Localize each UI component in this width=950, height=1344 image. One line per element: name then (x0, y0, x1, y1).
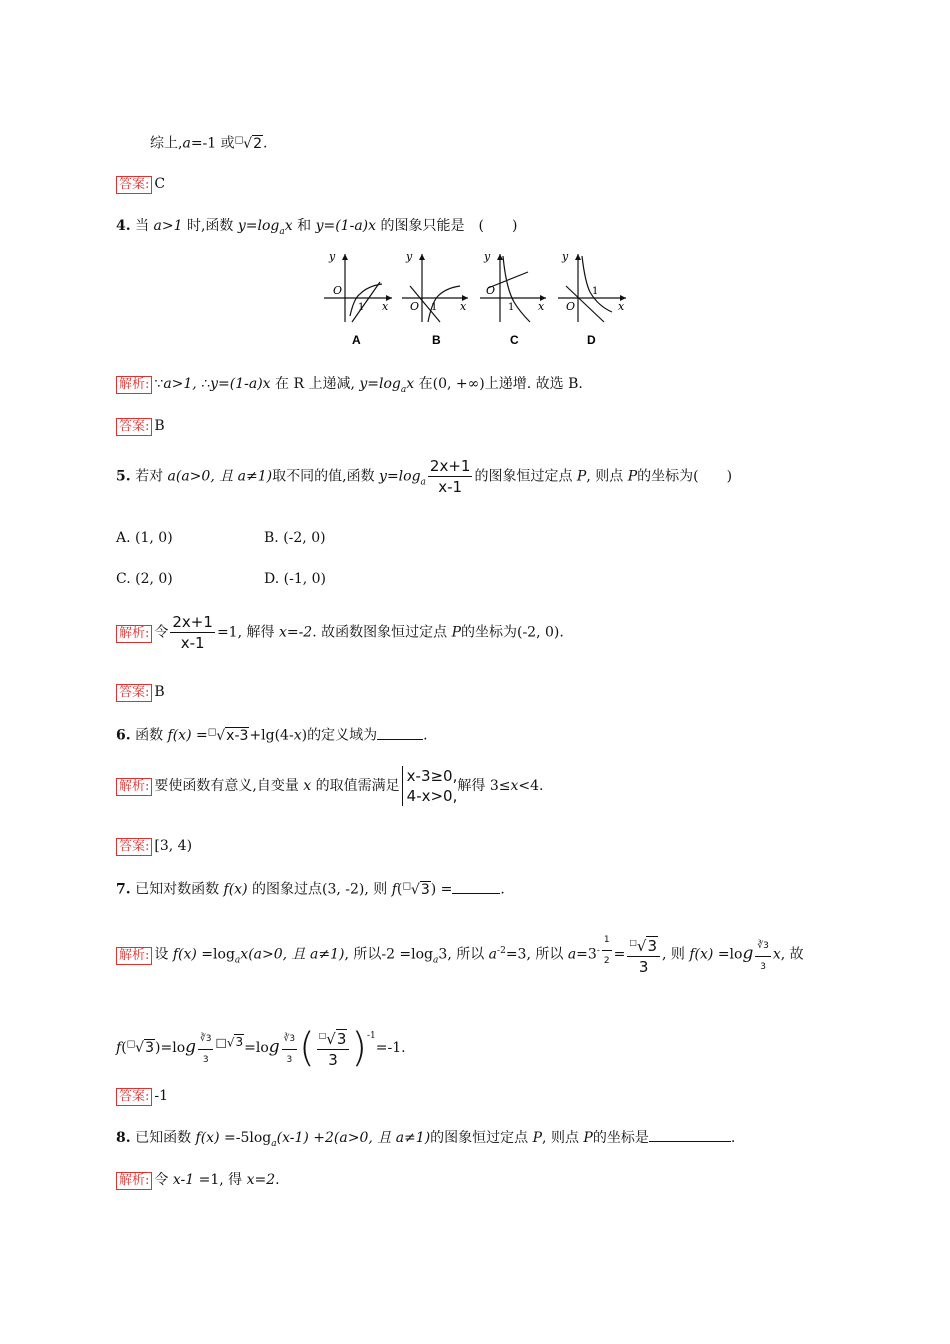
q8-text-f: , 则点 (542, 1130, 584, 1146)
q6-func: f(x) (167, 727, 192, 744)
q4-analysis-e: 在 R 上递减, (270, 376, 360, 392)
q5-frac-num: 2x+1 (429, 457, 471, 475)
graph-b-ylabel: y (406, 250, 413, 263)
q7-analysis-o: f(x) (689, 946, 714, 963)
q8-p2: P (583, 1130, 593, 1146)
q7-l2-base2-num: ∛3 (282, 1029, 297, 1050)
q7-analysis-c: =log (196, 946, 235, 963)
graph-a-one: 1 (358, 302, 365, 313)
q8-blank[interactable] (649, 1141, 731, 1142)
graph-d-label: D (587, 333, 596, 347)
q6-root: □√x-3 (207, 727, 249, 744)
q6-x: x (293, 727, 302, 744)
graph-c-one: 1 (508, 302, 515, 313)
q5-number: 5. (116, 468, 131, 485)
q3-root-rad: 2 (253, 135, 262, 152)
q5-option-d (264, 569, 326, 589)
q6-sys1: x-3≥0, (406, 767, 458, 785)
q7-frac-num: □√3 (627, 933, 660, 957)
q5-option-a (116, 528, 173, 548)
q7-analysis-a: 设 (154, 946, 173, 963)
q8-text-h: . (730, 1130, 736, 1146)
q4-analysis-d: y=(1-a)x (210, 376, 271, 392)
answer-tag: 答案: (116, 176, 152, 194)
q7-analysis-d: a (234, 955, 241, 966)
q7-analysis-r: , 故 (780, 946, 804, 963)
q7-text-b: 的图象过点(3, -2), 则 (247, 881, 392, 898)
q8-text-d: +2(a>0, 且 a≠1) (308, 1130, 431, 1146)
q6-analysis-b: 的取值需满足 (311, 778, 400, 794)
q5-func: y=log (379, 468, 421, 485)
q5-option-a-text: A. (1, 0) (116, 530, 173, 546)
q6-analysis-d: x (510, 778, 519, 794)
q8-analysis-b: x-1 (172, 1172, 195, 1188)
q6-analysis-a: 要使函数有意义,自变量 (154, 778, 304, 794)
q7-answer-value: -1 (154, 1088, 169, 1104)
graph-d (558, 250, 626, 347)
q7-l2-g2: g (268, 1037, 280, 1057)
graph-d-one: 1 (592, 286, 599, 297)
q5-frac-den: x-1 (438, 478, 463, 496)
q3-answer-value: C (154, 176, 166, 192)
q5-option-b-text: B. (-2, 0) (264, 530, 326, 546)
q8-base: a (271, 1138, 277, 1149)
q7-l2-root-rad: 3 (145, 1040, 155, 1056)
q5-p: P (576, 468, 587, 485)
q7-l2-frac-index: □ (318, 1031, 327, 1040)
q6-analysis (116, 766, 543, 806)
q8-text-g: 的坐标是 (592, 1130, 649, 1146)
q7-text-c: = (436, 881, 453, 898)
q5-analysis-c: x=-2 (278, 624, 313, 641)
q7-frac-den: 3 (638, 957, 649, 976)
q7-analysis-h: 3, 所以 (438, 946, 489, 963)
graph-c-xlabel: x (538, 300, 545, 313)
q8-text-e: 的图象恒过定点 (430, 1130, 533, 1146)
graph-a-label: A (352, 333, 361, 347)
q6-system (402, 766, 458, 806)
q7-l2-root-index: □ (126, 1039, 136, 1050)
q7-frac-num-rad: 3 (647, 936, 657, 955)
q6-answer-value: [3, 4) (154, 838, 193, 854)
q5-cond: a(a>0, 且 a≠1) (167, 468, 273, 485)
q7-l2-rparen: ) (351, 1025, 368, 1071)
graph-d-ylabel: y (562, 250, 569, 263)
q8-func: f(x) (195, 1130, 220, 1146)
q7-analysis-e: x(a>0, 且 a≠1) (240, 946, 345, 963)
q7-l2-base2-den: 3 (286, 1055, 293, 1065)
q7-log-base-den: 3 (760, 961, 766, 972)
graph-c-origin: O (486, 284, 496, 297)
q5-option-d-text: D. (-1, 0) (264, 571, 326, 587)
graph-a-xlabel: x (382, 300, 389, 313)
q7-analysis-p: =lo (713, 946, 743, 963)
q6-analysis-c: 解得 3≤ (457, 778, 511, 794)
graph-b-label: B (432, 333, 441, 347)
q7-question: 7. 已知对数函数 f(x) 的图象过点(3, -2), 则 f(□√3) = . (116, 881, 505, 898)
answer-tag: 答案: (116, 1088, 152, 1106)
q4-analysis (116, 374, 583, 400)
graph-d-xlabel: x (618, 300, 625, 313)
q5-fraction (428, 456, 473, 497)
analysis-tag: 解析: (116, 1172, 152, 1190)
q4-graphs (322, 248, 632, 356)
q8-analysis-d: x=2 (246, 1172, 276, 1188)
q7-analysis (116, 930, 804, 977)
q7-l2-base (198, 1029, 213, 1070)
q7-analysis-f: , 所以-2 =log (344, 946, 434, 963)
q7-l2-base-num: ∛3 (198, 1029, 213, 1050)
q7-l2-b: =lo (160, 1040, 186, 1056)
q7-l2-arg: □√3 (215, 1035, 244, 1050)
q4-text-d: 的图象只能是 ( ) (376, 218, 518, 234)
q6-number: 6. (116, 727, 131, 744)
q5-answer-value: B (154, 684, 165, 700)
q7-l2-frac (317, 1026, 350, 1070)
q7-exp-frac (602, 930, 612, 971)
q4-answer-value: B (154, 418, 165, 434)
q5-analysis-e: P (451, 624, 461, 641)
q7-analysis-i: a (488, 946, 498, 963)
answer-tag: 答案: (116, 838, 152, 856)
q6-analysis-e: <4. (518, 778, 544, 794)
q7-answer (116, 1086, 168, 1106)
q7-exp-num: 1 (602, 930, 612, 951)
q8-text-a: 已知函数 (135, 1130, 196, 1146)
q3-answer (116, 174, 165, 194)
q7-eq: = (613, 946, 626, 963)
q6-sys2: 4-x>0, (406, 787, 458, 805)
q6-root-index: □ (207, 727, 217, 737)
graph-b-one: 1 (431, 302, 438, 313)
q7-root: □√3 (402, 881, 430, 898)
q6-text-d: )的定义域为 (301, 727, 378, 744)
q7-l2-arg-rad: 3 (235, 1035, 244, 1050)
q5-text-a: 若对 (135, 468, 168, 485)
q6-text-c: +lg(4- (249, 727, 294, 744)
answer-tag: 答案: (116, 684, 152, 702)
q7-blank[interactable] (452, 893, 500, 894)
q8-analysis (116, 1170, 280, 1190)
q8-text-c: (x-1) (276, 1130, 309, 1146)
q4-analysis-f: y=log (359, 376, 401, 392)
q5-analysis-a: 令 (154, 624, 169, 641)
q6-question (116, 722, 428, 746)
q4-text-b: 时,函数 (182, 218, 238, 234)
q4-f1: y=log (237, 218, 280, 234)
q5-analysis-d: . 故函数图象恒过定点 (312, 624, 452, 641)
q4-analysis-i: 在(0, +∞)上递增. 故选 B. (414, 376, 583, 392)
q5-option-c-text: C. (2, 0) (116, 571, 173, 587)
q7-text-a: 已知对数函数 (135, 881, 224, 898)
q7-log-base (755, 936, 770, 977)
q4-answer (116, 416, 165, 436)
q5-analysis-frac-num: 2x+1 (172, 613, 213, 631)
q4-analysis-c: ∴ (196, 376, 211, 392)
q7-text-d: . (500, 881, 505, 898)
q7-analysis-n: , 则 (662, 946, 690, 963)
q7-frac (627, 933, 660, 977)
q7-root-index: □ (402, 881, 411, 891)
q7-analysis-j: -2 (497, 946, 506, 956)
q5-option-b (264, 528, 326, 548)
q7-l2-frac-den: 3 (328, 1051, 338, 1069)
q7-l2-arg-index: □ (215, 1035, 227, 1050)
q5-text-e: 的坐标为( ) (637, 468, 733, 485)
q6-text-a: 函数 (135, 727, 168, 744)
q7-root-rad: 3 (420, 881, 430, 898)
q4-question (116, 216, 517, 242)
q4-f1-x: x (284, 218, 293, 234)
q7-l2-frac-num: □√3 (317, 1026, 350, 1050)
q7-exp-sign: - (596, 946, 600, 956)
analysis-tag: 解析: (116, 625, 152, 643)
q3-a-var: a (182, 135, 191, 152)
q5-text-b: 取不同的值,函数 (272, 468, 380, 485)
q7-l2-exp: -1 (367, 1031, 376, 1041)
graph-a-ylabel: y (329, 250, 336, 263)
q5-text-c: 的图象恒过定点 (474, 468, 577, 485)
q7-analysis-l: a (567, 946, 577, 963)
q3-root-index: □ (234, 135, 244, 145)
answer-tag: 答案: (116, 418, 152, 436)
analysis-tag: 解析: (116, 947, 152, 965)
q7-l2-c: =lo (244, 1040, 269, 1056)
q8-number: 8. (116, 1130, 131, 1146)
q7-log-base-num: ∛3 (755, 936, 770, 957)
q7-l2-base2 (282, 1029, 297, 1070)
graph-b-origin: O (410, 300, 420, 313)
q5-answer (116, 682, 165, 702)
q4-f2: y=(1-a)x (315, 218, 377, 234)
q7-l2-root: □√3 (126, 1039, 155, 1056)
q8-analysis-e: . (275, 1172, 280, 1188)
q4-analysis-g: a (400, 384, 407, 395)
analysis-tag: 解析: (116, 376, 152, 394)
q7-func: f(x) (223, 881, 248, 898)
q4-cond: a>1 (153, 218, 183, 234)
q7-l2-frac-rad: 3 (336, 1030, 347, 1048)
q5-p2: P (627, 468, 638, 485)
q3-summary-end: . (263, 135, 268, 152)
graph-c-ylabel: y (484, 250, 491, 263)
q7-analysis-k: =3, 所以 (505, 946, 568, 963)
q7-l2-base-den: 3 (202, 1055, 209, 1065)
q5-analysis (116, 612, 564, 653)
graph-b-xlabel: x (460, 300, 467, 313)
q6-text-e: . (423, 727, 428, 744)
q7-analysis-g: a (433, 955, 439, 966)
q8-analysis-a: 令 (154, 1172, 173, 1188)
q5-analysis-b: =1, 解得 (216, 624, 279, 641)
q6-text-b: = (191, 727, 208, 744)
q7-analysis-line2: f(□√3)=log $\frac{∛3}{3}$ $^{□√3}$=log $\frac{∛3}{3}$ ( $\frac{^□√3}{3}$ )$^{-1}$=-1. (116, 1025, 406, 1071)
q7-l2-f: f (116, 1040, 122, 1056)
q4-graph-svg (322, 248, 632, 352)
q8-text-b: =-5log (219, 1130, 272, 1146)
q7-exp-den: 2 (603, 956, 610, 966)
q5-option-c (116, 569, 173, 589)
q8-question (116, 1128, 735, 1154)
q3-summary-pre: 综上, (150, 135, 183, 152)
q7-l2-e: =-1. (375, 1040, 406, 1056)
q8-analysis-c: =1, 得 (194, 1172, 247, 1188)
q7-analysis-g2: g (742, 943, 754, 964)
q5-text-d: , 则点 (586, 468, 628, 485)
q7-analysis-q: x (772, 946, 781, 963)
q6-analysis-x: x (303, 778, 312, 794)
q4-text-a: 当 (135, 218, 154, 234)
graph-a-origin: O (333, 284, 343, 297)
q3-summary-mid: =-1 或 (190, 135, 235, 152)
q4-analysis-h: x (406, 376, 415, 392)
q5-analysis-frac-den: x-1 (180, 634, 205, 652)
q3-summary (150, 130, 267, 154)
q5-func-base: a (420, 477, 426, 488)
q4-analysis-b: a>1, (163, 376, 197, 392)
q5-question (116, 456, 732, 497)
q7-frac-root-index: □ (629, 937, 637, 947)
q4-analysis-a: ∵ (154, 376, 164, 392)
analysis-tag: 解析: (116, 778, 152, 796)
q4-f1-base: a (279, 226, 285, 237)
q7-analysis-m: =3 (576, 946, 597, 963)
q7-l2-lparen: ( (299, 1025, 315, 1071)
graph-a (324, 250, 392, 347)
q6-root-rad: x-3 (226, 727, 249, 744)
q7-number: 7. (116, 881, 131, 898)
q6-answer (116, 836, 192, 856)
q7-analysis-b: f(x) (172, 946, 197, 963)
q8-p: P (532, 1130, 543, 1146)
graph-c-label: C (510, 333, 519, 347)
graph-c (480, 250, 546, 347)
q7-l2-g: g (185, 1037, 197, 1057)
q7-f: f (391, 881, 397, 898)
q3-root: □√2 (234, 135, 262, 152)
q6-blank[interactable] (377, 739, 423, 740)
graph-d-origin: O (566, 300, 576, 313)
q5-analysis-fraction (170, 612, 215, 653)
q4-number: 4. (116, 218, 131, 234)
q4-text-c: 和 (292, 218, 316, 234)
graph-b (402, 250, 468, 347)
q5-analysis-f: 的坐标为(-2, 0). (460, 624, 564, 641)
